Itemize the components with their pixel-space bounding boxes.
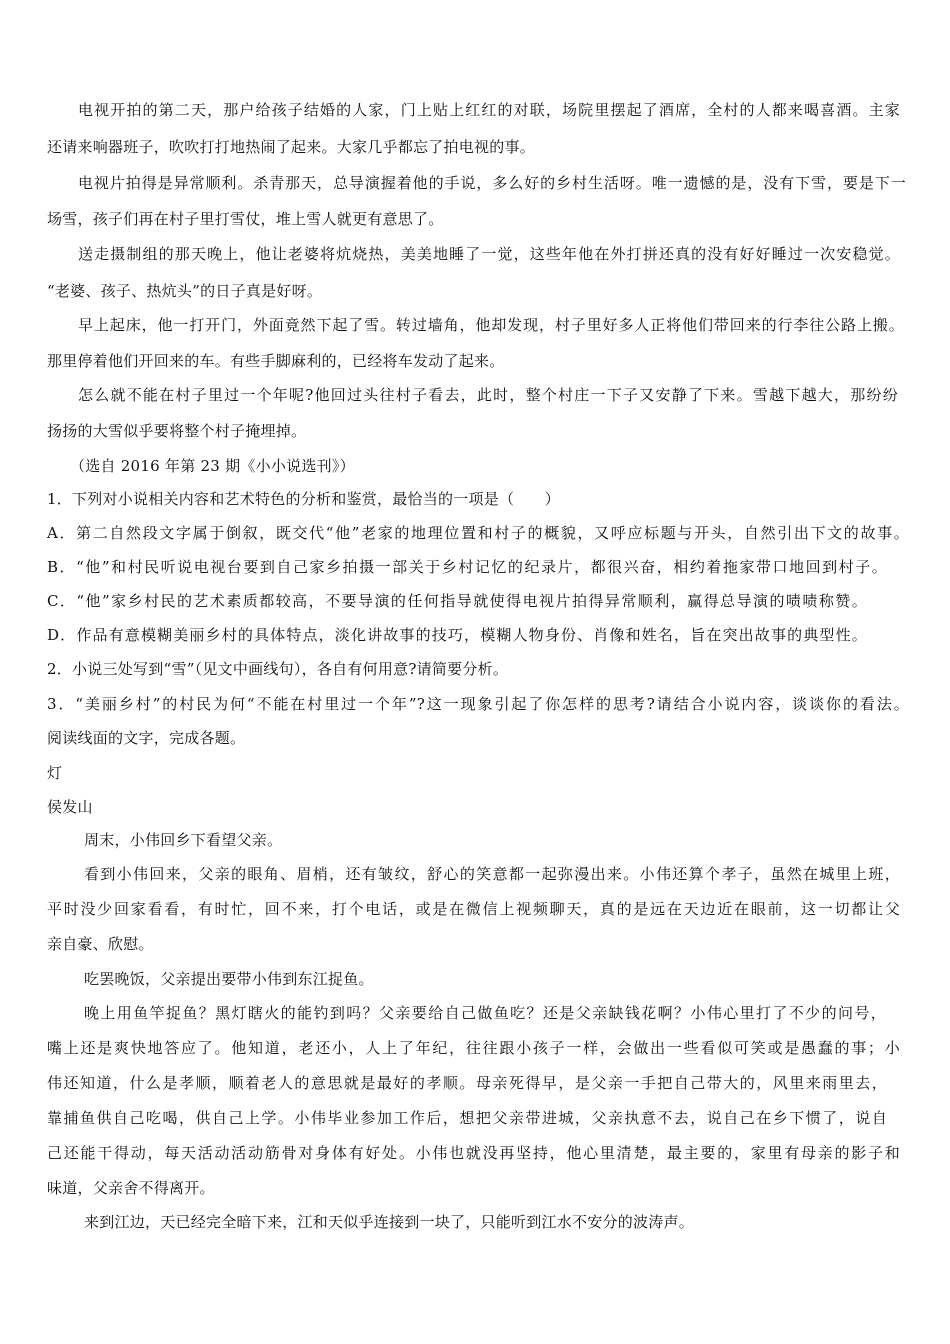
story-line-4: 亲自豪、欣慰。 — [47, 935, 154, 953]
story-title: 灯 — [47, 764, 63, 782]
story-line-6: 晚上用鱼竿捉鱼？黑灯瞎火的能钓到吗？父亲要给自己做鱼吃？还是父亲缺钱花啊？小伟心里打了不少的问号， — [84, 1004, 886, 1022]
text-line-8: 那里停着他们开回来的车。有些手脚麻利的，已经将车发动了起来。 — [47, 352, 505, 370]
text-line-7: 早上起床，他一打开门，外面竟然下起了雪。转过墙角，他却发现，村子里好多人正将他们带回来的行李往公路上搬。 — [78, 316, 904, 334]
option-d: D．作品有意模糊美丽乡村的具体特点，淡化讲故事的技巧，模糊人物身份、肖像和姓名，旨在突出故事的典型性。 — [47, 626, 867, 644]
question-3: 3．“美丽乡村”的村民为何“不能在村里过一个年”?这一现象引起了你怎样的思考?请结合小说内容，谈谈你的看法。 — [47, 695, 909, 713]
story-line-12: 来到江边，天已经完全暗下来，江和天似乎连接到一块了，只能听到江水不安分的波涛声。 — [84, 1213, 695, 1231]
text-line-2: 还请来响器班子，吹吹打打地热闹了起来。大家几乎都忘了拍电视的事。 — [47, 138, 536, 156]
text-line-3: 电视片拍得是异常顺利。杀青那天，总导演握着他的手说，多么好的乡村生活呀。唯一遗憾的是，没有下雪，要是下一 — [78, 174, 906, 192]
story-line-10: 己还能干得动，每天活动活动筋骨对身体有好处。小伟也就没再坚持，他心里清楚，最主要的，家里有母亲的影子和 — [47, 1144, 900, 1162]
story-line-8: 伟还知道，什么是孝顺，顺着老人的意思就是最好的孝顺。母亲死得早，是父亲一手把自己带大的，风里来雨里去， — [47, 1074, 887, 1092]
question-1: 1．下列对小说相关内容和艺术特色的分析和鉴赏，最恰当的一项是（ ） — [47, 490, 561, 508]
text-line-9: 怎么就不能在村子里过一个年呢?他回过头往村子看去，此时，整个村庄一下子又安静了下来。雪越下越大，那纷纷 — [78, 386, 898, 404]
story-line-2: 看到小伟回来，父亲的眼角、眉梢，还有皱纹，舒心的笑意都一起弥漫出来。小伟还算个孝子，虽然在城里上班， — [84, 865, 900, 883]
story-line-1: 周末，小伟回乡下看望父亲。 — [84, 831, 283, 849]
reading-instruction: 阅读线面的文字，完成各题。 — [47, 729, 246, 747]
text-line-5: 送走摄制组的那天晚上，他让老婆将炕烧热，美美地睡了一觉，这些年他在外打拼还真的没有好好睡过一次安稳觉。 — [78, 245, 900, 263]
option-a: A．第二自然段文字属于倒叙，既交代“他”老家的地理位置和村子的概貌，又呼应标题与开头，自然引出下文的故事。 — [47, 524, 909, 542]
question-2: 2．小说三处写到“雪”（见文中画线句），各自有何用意?请简要分析。 — [47, 660, 509, 678]
source-citation: （选自 2016 年第 23 期《小小说选刊》） — [70, 457, 355, 475]
text-line-4: 场雪，孩子们再在村子里打雪仗，堆上雪人就更有意思了。 — [47, 210, 444, 228]
story-line-9: 靠捕鱼供自己吃喝，供自己上学。小伟毕业参加工作后，想把父亲带进城，父亲执意不去，说自己在乡下惯了，说自 — [47, 1109, 887, 1127]
text-line-6: “老婆、孩子、热炕头”的日子真是好呀。 — [47, 282, 323, 300]
option-b: B．“他”和村民听说电视台要到自己家乡拍摄一部关于乡村记忆的纪录片，都很兴奋，相约着拖家带口地回到村子。 — [47, 558, 887, 576]
story-author: 侯发山 — [47, 798, 93, 816]
story-line-7: 嘴上还是爽快地答应了。他知道，老还小，人上了年纪，往往跟小孩子一样，会做出一些看似可笑或是愚蠢的事；小 — [47, 1039, 900, 1057]
story-line-5: 吃罢晚饭，父亲提出要带小伟到东江捉鱼。 — [84, 970, 374, 988]
option-c: C．“他”家乡村民的艺术素质都较高，不要导演的任何指导就使得电视片拍得异常顺利，赢得总导演的啧啧称赞。 — [47, 592, 867, 610]
text-line-1: 电视开拍的第二天，那户给孩子结婚的人家，门上贴上红红的对联，场院里摆起了酒席，全村的人都来喝喜酒。主家 — [78, 101, 900, 119]
text-line-10: 扬扬的大雪似乎要将整个村子掩埋掉。 — [47, 422, 307, 440]
story-line-11: 味道，父亲舍不得离开。 — [47, 1179, 215, 1197]
story-line-3: 平时没少回家看看，有时忙，回不来，打个电话，或是在微信上视频聊天，真的是远在天边近在眼前，这一切都让父 — [47, 900, 900, 918]
